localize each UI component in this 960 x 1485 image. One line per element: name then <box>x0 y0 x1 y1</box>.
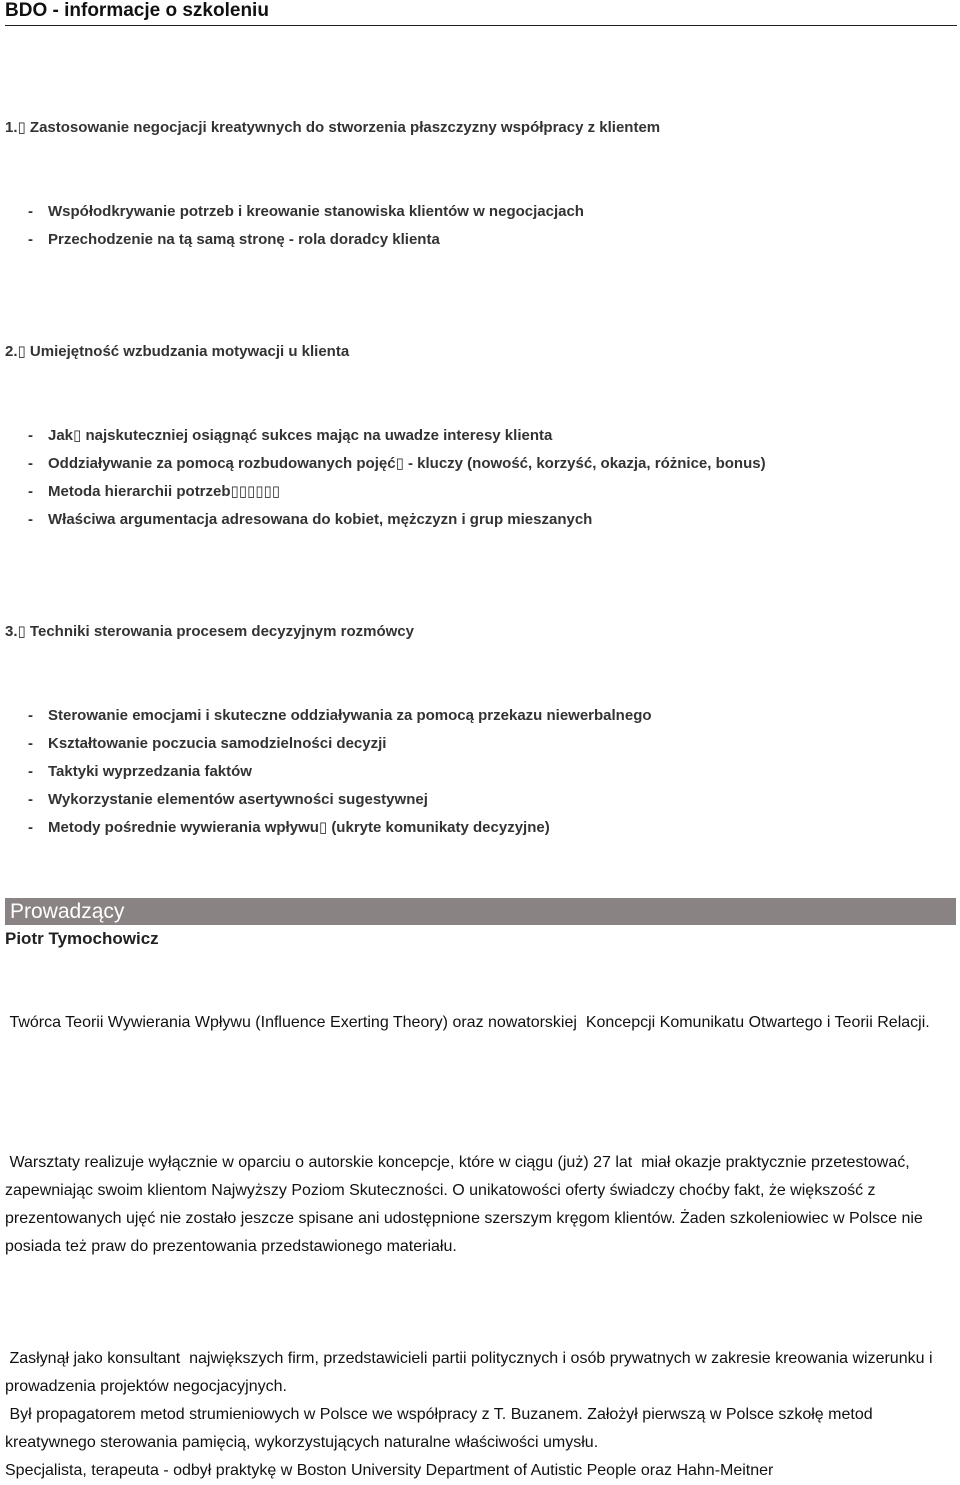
list-item-text: Wykorzystanie elementów asertywności sugestywnej <box>48 791 428 808</box>
section-1-heading: 1.▯ Zastosowanie negocjacji kreatywnych do stworzenia płaszczyzny współpracy z klientem <box>5 119 661 136</box>
list-item <box>28 203 584 221</box>
list-item <box>28 483 280 501</box>
list-item-text: Sterowanie emocjami i skuteczne oddziaływania za pomocą przekazu niewerbalnego <box>48 707 652 724</box>
list-item-text: Kształtowanie poczucia samodzielności decyzji <box>48 735 387 752</box>
list-item <box>28 455 766 473</box>
trainer-bio-paragraph-1: Twórca Teorii Wywierania Wpływu (Influence Exerting Theory) oraz nowatorskiej Koncepcji Komunikatu Otwartego i Teorii Relacji. <box>5 1014 930 1031</box>
list-item-text: Współodkrywanie potrzeb i kreowanie stanowiska klientów w negocjacjach <box>48 203 584 220</box>
trainer-name: Piotr Tymochowicz <box>5 929 159 948</box>
bullet-dash: - <box>28 427 33 444</box>
bullet-dash: - <box>28 735 33 752</box>
list-item-text: Metody pośrednie wywierania wpływu▯ (ukryte komunikaty decyzyjne) <box>48 819 550 836</box>
trainer-bio-paragraph-2: Warsztaty realizuje wyłącznie w oparciu o autorskie koncepcje, które w ciągu (już) 27 lat miał okazje praktycznie przetestować, zapewniając swoim klientom Najwyższy Poziom Skuteczności. O unikatowości oferty świadczy choćby fakt, że większość z prezentowanych ujęć nie zostało jeszcze spisane ani udostępnione szerszym kręgom klientów. Żaden szkoleniowiec w Polsce nie posiada też praw do prezentowania przedstawionego materiału. <box>5 1154 928 1255</box>
trainer-banner <box>5 898 956 925</box>
bullet-dash: - <box>28 455 33 472</box>
list-item-text: Przechodzenie na tą samą stronę - rola doradcy klienta <box>48 231 440 248</box>
list-item <box>28 819 550 837</box>
bullet-dash: - <box>28 231 33 248</box>
section-3-heading: 3.▯ Techniki sterowania procesem decyzyjnym rozmówcy <box>5 623 414 640</box>
bullet-dash: - <box>28 511 33 528</box>
bullet-dash: - <box>28 483 33 500</box>
section-2-heading: 2.▯ Umiejętność wzbudzania motywacji u klienta <box>5 343 350 360</box>
bullet-dash: - <box>28 791 33 808</box>
list-item <box>28 511 592 529</box>
trainer-banner-label: Prowadzący <box>10 900 125 923</box>
bullet-dash: - <box>28 203 33 220</box>
list-item <box>28 763 252 781</box>
list-item <box>28 707 652 725</box>
trainer-bio-paragraph-3: Zasłynął jako konsultant największych firm, przedstawicieli partii politycznych i osób prywatnych w zakresie kreowania wizerunku i prowadzenia projektów negocjacyjnych. Był propagatorem metod strumieniowych w Polsce we współpracy z T. Buzanem. Założył pierwszą w Polsce szkołę metod kreatywnego sterowania pamięcią, wykorzystujących naturalne właściwości umysłu. Specjalista, terapeuta - odbył praktykę w Boston University Department of Autistic People oraz Hahn-Meitner <box>5 1350 933 1479</box>
list-item <box>28 427 552 445</box>
list-item-text: Jak▯ najskuteczniej osiągnąć sukces mając na uwadze interesy klienta <box>48 427 553 444</box>
list-item <box>28 735 386 753</box>
bullet-dash: - <box>28 819 33 836</box>
list-item-text: Oddziaływanie za pomocą rozbudowanych pojęć▯ - kluczy (nowość, korzyść, okazja, różnice, bonus) <box>48 455 766 472</box>
bullet-dash: - <box>28 707 33 724</box>
list-item <box>28 231 440 249</box>
list-item-text: Taktyki wyprzedzania faktów <box>48 763 252 780</box>
list-item-text: Właściwa argumentacja adresowana do kobiet, mężczyzn i grup mieszanych <box>48 511 593 528</box>
page-title: BDO - informacje o szkoleniu <box>5 0 957 26</box>
list-item <box>28 791 428 809</box>
bullet-dash: - <box>28 763 33 780</box>
list-item-text: Metoda hierarchii potrzeb▯▯▯▯▯▯ <box>48 483 281 500</box>
